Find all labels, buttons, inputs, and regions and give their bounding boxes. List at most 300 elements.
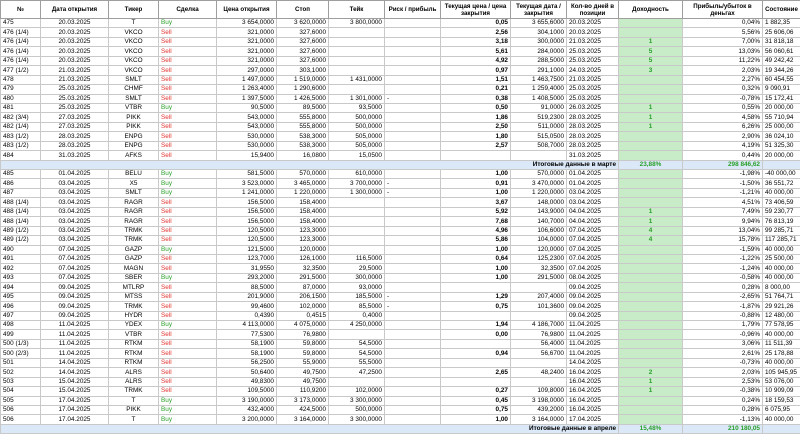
col-ticker-cell: AFKS bbox=[109, 151, 159, 160]
col-status-cell: 18 159,53 bbox=[763, 396, 800, 405]
col-open-price-cell: 581,5000 bbox=[217, 170, 277, 179]
col-risk-profit-cell bbox=[385, 396, 441, 405]
col-risk-profit-cell bbox=[385, 170, 441, 179]
table-row bbox=[1, 94, 800, 103]
col-stop-cell: 1 426,5000 bbox=[277, 94, 329, 103]
col-status-cell: 40 000,00 bbox=[763, 245, 800, 254]
col-ticker-cell: RTKM bbox=[109, 349, 159, 358]
col-yield-cell: 2 bbox=[619, 368, 683, 377]
col-current-date-cell: 101,3600 bbox=[511, 302, 567, 311]
col-risk-profit-cell bbox=[385, 141, 441, 150]
col-yield-cell bbox=[619, 302, 683, 311]
col-deal-cell: Sell bbox=[159, 113, 217, 122]
col-risk-profit-cell bbox=[385, 217, 441, 226]
col-pnl-cell: -0,38% bbox=[683, 387, 763, 396]
summary-row bbox=[1, 160, 800, 169]
col-num-cell: 499 bbox=[1, 330, 41, 339]
col-open-date-cell: 07.04.2025 bbox=[41, 273, 109, 282]
col-ticker-cell: MTLRP bbox=[109, 283, 159, 292]
col-take-cell: 500,0000 bbox=[329, 405, 385, 414]
col-num-cell: 476 (1/4) bbox=[1, 56, 41, 65]
col-yield-cell: 1 bbox=[619, 207, 683, 216]
col-yield-cell: 3 bbox=[619, 66, 683, 75]
col-status-cell: 1 882,35 bbox=[763, 19, 800, 28]
col-current-price-cell: 1,51 bbox=[441, 75, 511, 84]
col-current-date-cell: 515,0500 bbox=[511, 132, 567, 141]
summary-label: Итоговые данные в апреле bbox=[1, 424, 619, 433]
col-current-date-cell: 508,7000 bbox=[511, 141, 567, 150]
col-num-cell: 497 bbox=[1, 311, 41, 320]
col-risk-profit-cell bbox=[385, 236, 441, 245]
col-ticker-cell: TRMK bbox=[109, 226, 159, 235]
col-ticker-cell: T bbox=[109, 396, 159, 405]
table-row bbox=[1, 264, 800, 273]
col-status-cell: 15 172,41 bbox=[763, 94, 800, 103]
col-pnl-cell: 5,56% bbox=[683, 28, 763, 37]
col-risk-profit-cell bbox=[385, 47, 441, 56]
table-row bbox=[1, 405, 800, 414]
col-current-price-cell: 0,97 bbox=[441, 66, 511, 75]
col-num-cell: 486 bbox=[1, 179, 41, 188]
col-ticker-cell: YDEX bbox=[109, 321, 159, 330]
col-open-price-cell: 1 497,0000 bbox=[217, 75, 277, 84]
col-deal-cell: Sell bbox=[159, 122, 217, 131]
col-take-cell: 505,0000 bbox=[329, 141, 385, 150]
table-row bbox=[1, 170, 800, 179]
col-stop-cell: 424,5000 bbox=[277, 405, 329, 414]
col-open-date-cell: 09.04.2025 bbox=[41, 302, 109, 311]
table-row bbox=[1, 330, 800, 339]
col-open-price-cell: 543,0000 bbox=[217, 113, 277, 122]
col-pnl-cell: -1,22% bbox=[683, 254, 763, 263]
col-open-date-cell: 03.04.2025 bbox=[41, 217, 109, 226]
col-take-cell: 3 300,0000 bbox=[329, 396, 385, 405]
col-take-cell bbox=[329, 198, 385, 207]
col-pnl-cell: 6,26% bbox=[683, 122, 763, 131]
col-current-price-cell: 5,61 bbox=[441, 47, 511, 56]
col-open-date-cell: 28.03.2025 bbox=[41, 141, 109, 150]
col-current-date-cell: 56,4000 bbox=[511, 339, 567, 348]
col-take-cell: 1 300,0000 bbox=[329, 188, 385, 197]
col-deal-cell: Sell bbox=[159, 56, 217, 65]
col-pnl-cell: 2,03% bbox=[683, 368, 763, 377]
col-yield-cell: 1 bbox=[619, 103, 683, 112]
col-open-price-cell: 77,5300 bbox=[217, 330, 277, 339]
col-days-cell: 11.04.2025 bbox=[567, 321, 619, 330]
col-open-date-cell: 20.03.2025 bbox=[41, 56, 109, 65]
col-current-price-cell: 5,86 bbox=[441, 236, 511, 245]
col-deal-cell: Sell bbox=[159, 66, 217, 75]
table-row bbox=[1, 368, 800, 377]
col-status-header: Состояние bbox=[763, 1, 800, 19]
col-num-cell: 498 bbox=[1, 321, 41, 330]
col-stop-cell: 3 465,0000 bbox=[277, 179, 329, 188]
col-days-cell: 01.04.2025 bbox=[567, 170, 619, 179]
summary-row bbox=[1, 424, 800, 433]
col-take-cell: 500,0000 bbox=[329, 113, 385, 122]
col-status-cell: 25 500,00 bbox=[763, 254, 800, 263]
col-pnl-cell: 2,27% bbox=[683, 75, 763, 84]
col-yield-cell: 1 bbox=[619, 37, 683, 46]
col-open-date-cell: 25.03.2025 bbox=[41, 94, 109, 103]
col-ticker-cell: PIKK bbox=[109, 405, 159, 414]
col-status-cell: -40 000,00 bbox=[763, 170, 800, 179]
col-stop-cell: 555,8000 bbox=[277, 113, 329, 122]
col-open-price-cell: 3 190,0000 bbox=[217, 396, 277, 405]
col-stop-header: Стоп bbox=[277, 1, 329, 19]
col-deal-cell: Sell bbox=[159, 141, 217, 150]
col-stop-cell: 327,6000 bbox=[277, 56, 329, 65]
col-ticker-cell: VTBR bbox=[109, 330, 159, 339]
col-pnl-cell: 11,22% bbox=[683, 56, 763, 65]
col-deal-cell: Sell bbox=[159, 349, 217, 358]
col-risk-profit-cell bbox=[385, 245, 441, 254]
col-risk-profit-cell bbox=[385, 226, 441, 235]
col-stop-cell: 123,3000 bbox=[277, 236, 329, 245]
col-deal-cell: Sell bbox=[159, 330, 217, 339]
col-open-date-cell: 31.03.2025 bbox=[41, 151, 109, 160]
col-take-cell: 0,4000 bbox=[329, 311, 385, 320]
col-num-cell: 483 (1/2) bbox=[1, 141, 41, 150]
col-stop-cell: 16,0800 bbox=[277, 151, 329, 160]
col-open-price-cell: 321,0000 bbox=[217, 37, 277, 46]
col-open-date-cell: 03.04.2025 bbox=[41, 179, 109, 188]
col-risk-profit-cell bbox=[385, 207, 441, 216]
col-risk-profit-cell bbox=[385, 37, 441, 46]
col-yield-cell: 4 bbox=[619, 226, 683, 235]
col-ticker-cell: SMLT bbox=[109, 188, 159, 197]
col-status-cell: 40 000,00 bbox=[763, 330, 800, 339]
col-open-date-cell: 20.03.2025 bbox=[41, 19, 109, 28]
table-row bbox=[1, 387, 800, 396]
col-yield-cell bbox=[619, 349, 683, 358]
col-open-date-cell: 11.04.2025 bbox=[41, 339, 109, 348]
col-status-cell: 77 578,95 bbox=[763, 321, 800, 330]
col-risk-profit-cell bbox=[385, 19, 441, 28]
col-current-price-cell: 0,50 bbox=[441, 103, 511, 112]
col-take-cell: 185,5000 bbox=[329, 292, 385, 301]
col-num-cell: 489 (1/2) bbox=[1, 236, 41, 245]
col-current-price-cell: 0,38 bbox=[441, 94, 511, 103]
col-stop-cell: 1 519,0000 bbox=[277, 75, 329, 84]
col-ticker-cell: VKCO bbox=[109, 47, 159, 56]
col-take-cell: 1 431,0000 bbox=[329, 75, 385, 84]
col-stop-cell: 327,6000 bbox=[277, 47, 329, 56]
col-days-cell: 31.03.2025 bbox=[567, 151, 619, 160]
col-num-cell: 488 (1/4) bbox=[1, 198, 41, 207]
table-row bbox=[1, 349, 800, 358]
col-deal-cell: Buy bbox=[159, 179, 217, 188]
col-take-cell: 4 250,0000 bbox=[329, 321, 385, 330]
col-deal-cell: Buy bbox=[159, 273, 217, 282]
col-num-cell: 492 bbox=[1, 264, 41, 273]
col-num-cell: 482 (3/4) bbox=[1, 113, 41, 122]
col-take-cell: 47,2500 bbox=[329, 368, 385, 377]
col-num-cell: 494 bbox=[1, 283, 41, 292]
col-current-date-cell bbox=[511, 311, 567, 320]
col-current-date-cell: 148,0000 bbox=[511, 198, 567, 207]
col-current-date-cell: 570,0000 bbox=[511, 170, 567, 179]
col-deal-cell: Buy bbox=[159, 19, 217, 28]
col-pnl-cell: 15,78% bbox=[683, 236, 763, 245]
col-ticker-cell: PIKK bbox=[109, 113, 159, 122]
col-days-cell: 26.03.2025 bbox=[567, 103, 619, 112]
col-open-price-cell: 99,4600 bbox=[217, 302, 277, 311]
col-ticker-cell: RAGR bbox=[109, 207, 159, 216]
col-stop-cell: 4 075,0000 bbox=[277, 321, 329, 330]
table-row bbox=[1, 396, 800, 405]
col-deal-cell: Sell bbox=[159, 236, 217, 245]
col-deal-cell: Sell bbox=[159, 226, 217, 235]
col-yield-cell bbox=[619, 151, 683, 160]
col-yield-cell: 5 bbox=[619, 47, 683, 56]
col-risk-profit-cell bbox=[385, 387, 441, 396]
col-ticker-cell: VKCO bbox=[109, 37, 159, 46]
col-take-cell: 102,0000 bbox=[329, 387, 385, 396]
col-days-cell: 20.03.2025 bbox=[567, 19, 619, 28]
col-stop-cell: 0,4515 bbox=[277, 311, 329, 320]
col-take-cell: 93,5000 bbox=[329, 103, 385, 112]
summary-yield: 23,88% bbox=[619, 160, 683, 169]
col-status-cell: 8 000,00 bbox=[763, 283, 800, 292]
col-open-price-cell: 123,7000 bbox=[217, 254, 277, 263]
col-risk-profit-cell bbox=[385, 122, 441, 131]
col-ticker-cell: ENPG bbox=[109, 141, 159, 150]
col-stop-cell: 110,9200 bbox=[277, 387, 329, 396]
col-days-cell: 20.03.2025 bbox=[567, 28, 619, 37]
col-days-header: Кол-во дней в позиции bbox=[567, 1, 619, 19]
col-stop-cell: 303,1000 bbox=[277, 66, 329, 75]
col-status-cell: 99 285,71 bbox=[763, 226, 800, 235]
col-pnl-cell: -1,50% bbox=[683, 179, 763, 188]
col-num-cell: 503 bbox=[1, 377, 41, 386]
col-pnl-cell: 0,44% bbox=[683, 151, 763, 160]
col-open-date-cell: 21.03.2025 bbox=[41, 66, 109, 75]
col-take-cell: 300,0000 bbox=[329, 273, 385, 282]
col-open-price-cell: 530,0000 bbox=[217, 132, 277, 141]
col-stop-cell: 120,0000 bbox=[277, 245, 329, 254]
col-risk-profit-cell bbox=[385, 66, 441, 75]
col-open-date-cell: 14.04.2025 bbox=[41, 358, 109, 367]
col-days-cell: 25.03.2025 bbox=[567, 85, 619, 94]
col-current-date-cell bbox=[511, 151, 567, 160]
col-current-date-cell bbox=[511, 283, 567, 292]
col-days-cell: 21.03.2025 bbox=[567, 37, 619, 46]
col-days-cell: 07.04.2025 bbox=[567, 226, 619, 235]
col-current-date-cell: 300,0000 bbox=[511, 37, 567, 46]
col-ticker-cell: MTSS bbox=[109, 292, 159, 301]
col-ticker-cell: SBER bbox=[109, 273, 159, 282]
col-days-cell: 25.03.2025 bbox=[567, 47, 619, 56]
col-deal-cell: Sell bbox=[159, 28, 217, 37]
col-open-date-cell: 14.04.2025 bbox=[41, 368, 109, 377]
col-num-cell: 475 bbox=[1, 19, 41, 28]
col-take-cell: 610,0000 bbox=[329, 170, 385, 179]
col-pnl-cell: -1,98% bbox=[683, 170, 763, 179]
col-ticker-cell: ENPG bbox=[109, 132, 159, 141]
col-risk-profit-cell bbox=[385, 358, 441, 367]
col-status-cell: 51 325,30 bbox=[763, 141, 800, 150]
col-current-date-cell: 511,0000 bbox=[511, 122, 567, 131]
col-yield-cell bbox=[619, 273, 683, 282]
col-ticker-cell: CHMF bbox=[109, 85, 159, 94]
col-status-cell: 25 606,06 bbox=[763, 28, 800, 37]
col-num-cell: 502 bbox=[1, 368, 41, 377]
col-deal-header: Сделка bbox=[159, 1, 217, 19]
col-stop-cell: 1 220,0000 bbox=[277, 188, 329, 197]
col-current-price-cell: 0,75 bbox=[441, 405, 511, 414]
col-risk-profit-cell bbox=[385, 85, 441, 94]
col-current-date-cell: 3 470,0000 bbox=[511, 179, 567, 188]
col-yield-cell: 1 bbox=[619, 217, 683, 226]
col-pnl-cell: -1,13% bbox=[683, 415, 763, 424]
col-yield-cell bbox=[619, 198, 683, 207]
col-current-price-cell: 3,18 bbox=[441, 37, 511, 46]
col-deal-cell: Buy bbox=[159, 396, 217, 405]
col-current-date-cell: 291,5000 bbox=[511, 273, 567, 282]
col-open-price-cell: 3 523,0000 bbox=[217, 179, 277, 188]
col-status-cell: 60 454,55 bbox=[763, 75, 800, 84]
col-current-date-cell: 291,1000 bbox=[511, 66, 567, 75]
col-pnl-cell: 0,32% bbox=[683, 85, 763, 94]
col-open-price-header: Цена открытия bbox=[217, 1, 277, 19]
col-take-cell bbox=[329, 47, 385, 56]
col-ticker-cell: VTBR bbox=[109, 103, 159, 112]
table-row bbox=[1, 132, 800, 141]
col-ticker-cell: RTKM bbox=[109, 339, 159, 348]
table-row bbox=[1, 179, 800, 188]
col-days-cell: 21.03.2025 bbox=[567, 75, 619, 84]
col-current-price-cell: 1,00 bbox=[441, 264, 511, 273]
summary-pnl: 210 180,05 bbox=[683, 424, 763, 433]
col-open-date-cell: 27.03.2025 bbox=[41, 122, 109, 131]
col-yield-cell bbox=[619, 141, 683, 150]
col-current-price-cell: 3,67 bbox=[441, 198, 511, 207]
col-num-cell: 479 bbox=[1, 85, 41, 94]
table-row bbox=[1, 113, 800, 122]
col-yield-cell bbox=[619, 321, 683, 330]
col-open-price-cell: 156,5000 bbox=[217, 217, 277, 226]
col-open-price-cell: 321,0000 bbox=[217, 28, 277, 37]
col-deal-cell: Sell bbox=[159, 264, 217, 273]
col-pnl-cell: 7,49% bbox=[683, 207, 763, 216]
table-row bbox=[1, 292, 800, 301]
table-row bbox=[1, 37, 800, 46]
col-stop-cell: 76,9800 bbox=[277, 330, 329, 339]
col-status-cell: 117 285,71 bbox=[763, 236, 800, 245]
col-pnl-cell: 0,55% bbox=[683, 103, 763, 112]
col-pnl-cell: -0,88% bbox=[683, 311, 763, 320]
col-num-cell: 491 bbox=[1, 254, 41, 263]
col-pnl-header: Прибыль/убыток в деньгах bbox=[683, 1, 763, 19]
col-risk-profit-cell bbox=[385, 75, 441, 84]
col-status-cell: 40 000,00 bbox=[763, 273, 800, 282]
table-row bbox=[1, 19, 800, 28]
col-open-date-cell: 07.04.2025 bbox=[41, 245, 109, 254]
col-days-cell: 07.04.2025 bbox=[567, 254, 619, 263]
col-take-cell: 1 301,0000 bbox=[329, 94, 385, 103]
col-pnl-cell: -1,87% bbox=[683, 302, 763, 311]
col-status-cell: 36 024,10 bbox=[763, 132, 800, 141]
col-yield-cell bbox=[619, 132, 683, 141]
col-take-cell: 54,5000 bbox=[329, 349, 385, 358]
col-take-cell bbox=[329, 236, 385, 245]
col-current-price-cell: 0,45 bbox=[441, 396, 511, 405]
col-num-cell: 500 (2/3) bbox=[1, 349, 41, 358]
col-current-date-cell: 106,6000 bbox=[511, 226, 567, 235]
table-row bbox=[1, 122, 800, 131]
col-current-date-cell: 125,2300 bbox=[511, 254, 567, 263]
col-open-price-cell: 120,5000 bbox=[217, 226, 277, 235]
col-days-cell: 01.04.2025 bbox=[567, 179, 619, 188]
col-pnl-cell: 0,28% bbox=[683, 405, 763, 414]
col-pnl-cell: -1,21% bbox=[683, 188, 763, 197]
col-pnl-cell: -1,59% bbox=[683, 245, 763, 254]
col-open-price-cell: 432,4000 bbox=[217, 405, 277, 414]
col-ticker-cell: ALRS bbox=[109, 377, 159, 386]
col-current-price-cell: 0,21 bbox=[441, 85, 511, 94]
col-current-date-cell: 3 655,6000 bbox=[511, 19, 567, 28]
col-take-cell: 93,0000 bbox=[329, 283, 385, 292]
col-pnl-cell: 4,58% bbox=[683, 113, 763, 122]
col-current-date-cell: 56,6700 bbox=[511, 349, 567, 358]
col-risk-profit-cell bbox=[385, 103, 441, 112]
col-open-date-cell: 09.04.2025 bbox=[41, 292, 109, 301]
col-open-date-cell: 11.04.2025 bbox=[41, 330, 109, 339]
col-stop-cell: 158,4000 bbox=[277, 198, 329, 207]
col-deal-cell: Sell bbox=[159, 368, 217, 377]
col-stop-cell: 32,3500 bbox=[277, 264, 329, 273]
col-current-date-cell: 140,7000 bbox=[511, 217, 567, 226]
col-deal-cell: Buy bbox=[159, 405, 217, 414]
col-open-date-cell: 11.04.2025 bbox=[41, 349, 109, 358]
col-deal-cell: Sell bbox=[159, 94, 217, 103]
col-current-date-cell: 304,1000 bbox=[511, 28, 567, 37]
col-yield-cell bbox=[619, 330, 683, 339]
col-current-price-cell bbox=[441, 339, 511, 348]
col-status-cell: 56 060,61 bbox=[763, 47, 800, 56]
col-pnl-cell: 13,04% bbox=[683, 226, 763, 235]
col-yield-cell bbox=[619, 94, 683, 103]
col-num-cell: 476 (1/4) bbox=[1, 28, 41, 37]
col-stop-cell: 327,6000 bbox=[277, 28, 329, 37]
col-deal-cell: Buy bbox=[159, 188, 217, 197]
col-open-price-cell: 88,5000 bbox=[217, 283, 277, 292]
col-ticker-cell: HYDR bbox=[109, 311, 159, 320]
col-days-cell: 28.03.2025 bbox=[567, 122, 619, 131]
col-open-price-cell: 156,5000 bbox=[217, 198, 277, 207]
col-current-date-cell: 143,9000 bbox=[511, 207, 567, 216]
table-row bbox=[1, 245, 800, 254]
col-current-price-cell: 2,56 bbox=[441, 28, 511, 37]
col-open-date-cell: 21.03.2025 bbox=[41, 75, 109, 84]
col-status-cell: 29 921,26 bbox=[763, 302, 800, 311]
col-open-date-cell: 07.04.2025 bbox=[41, 254, 109, 263]
col-deal-cell: Sell bbox=[159, 207, 217, 216]
col-take-cell: 500,0000 bbox=[329, 122, 385, 131]
col-current-price-cell: 1,29 bbox=[441, 292, 511, 301]
col-open-price-cell: 293,2000 bbox=[217, 273, 277, 282]
col-current-date-cell: 288,5000 bbox=[511, 56, 567, 65]
col-open-date-cell: 20.03.2025 bbox=[41, 47, 109, 56]
col-days-cell: 16.04.2025 bbox=[567, 377, 619, 386]
col-open-date-cell: 17.04.2025 bbox=[41, 396, 109, 405]
col-status-cell: 31 818,18 bbox=[763, 37, 800, 46]
col-days-cell: 16.04.2025 bbox=[567, 405, 619, 414]
col-num-cell: 496 bbox=[1, 302, 41, 311]
col-stop-cell: 3 620,0000 bbox=[277, 19, 329, 28]
col-take-cell: 3 300,0000 bbox=[329, 415, 385, 424]
